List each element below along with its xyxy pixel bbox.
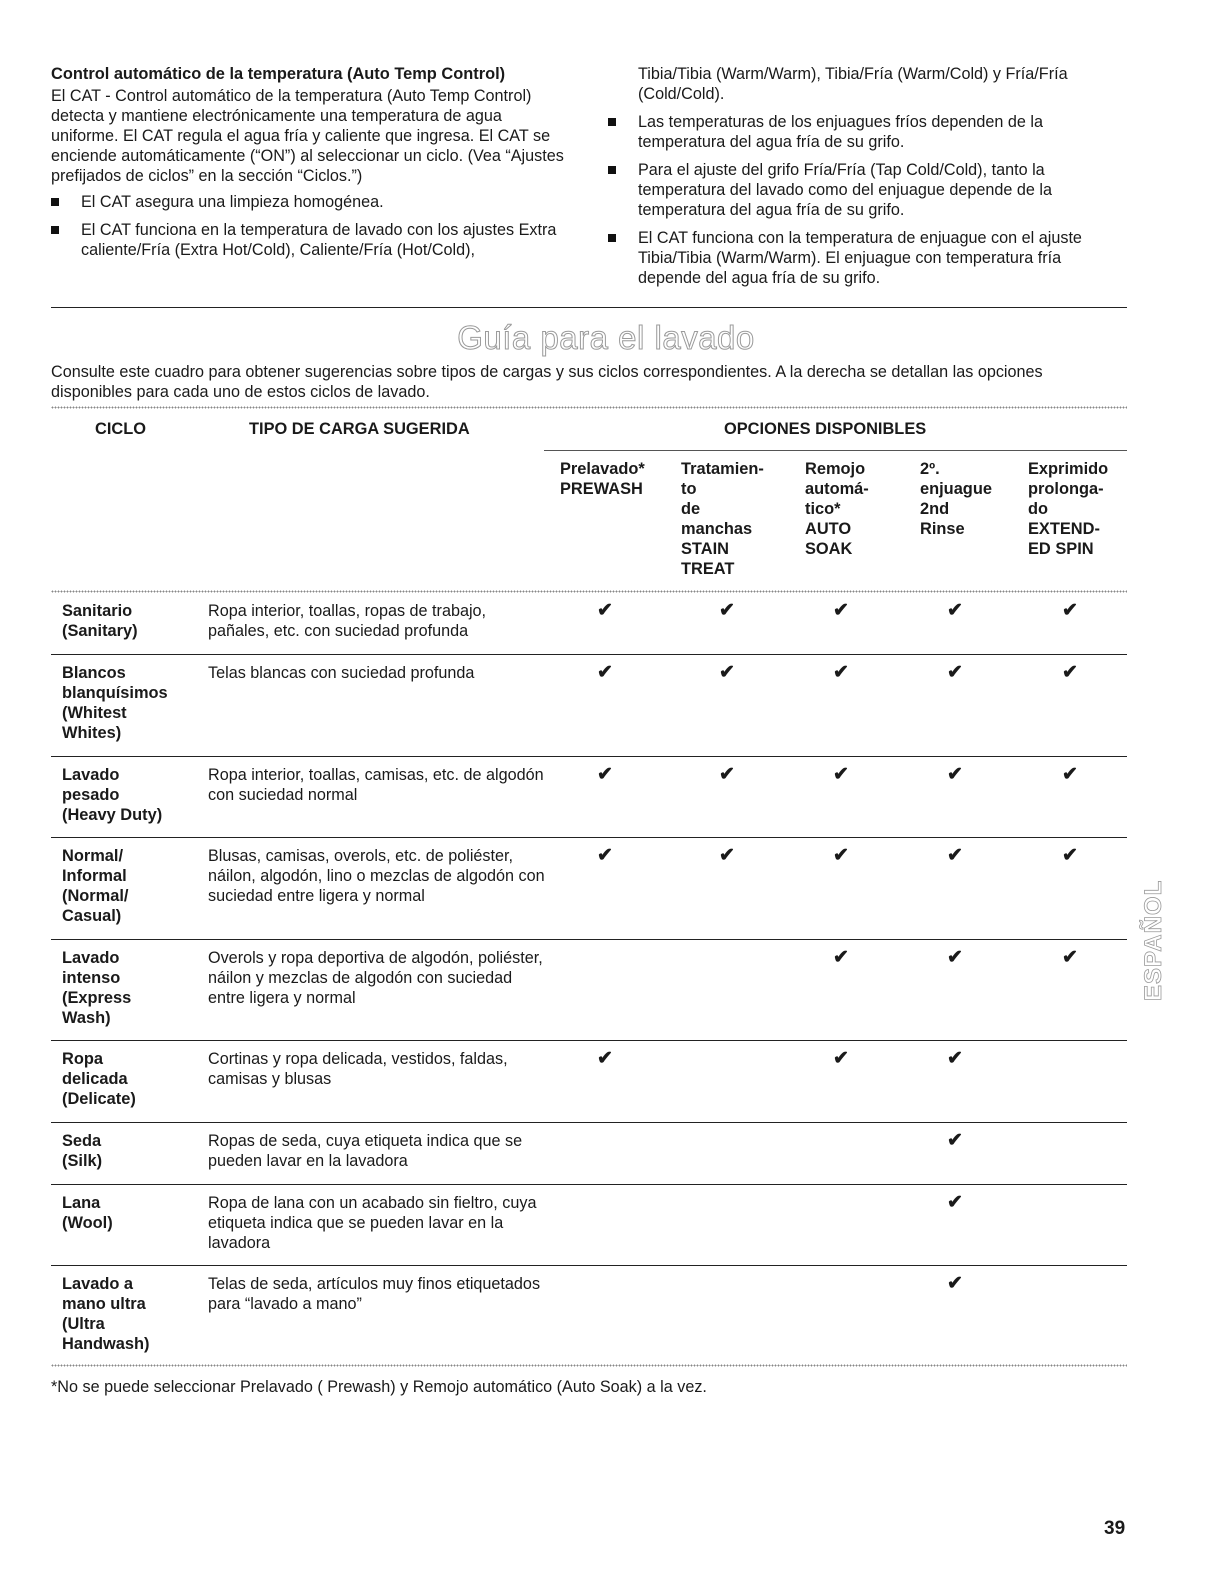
cycle-name-line: blanquísimos: [62, 684, 168, 702]
check-mark-icon: ✔: [947, 1273, 963, 1294]
dotted-rule: [51, 1364, 1127, 1367]
cycle-name: [62, 1193, 202, 1233]
cycle-name-line: pesado: [62, 786, 120, 804]
option-header: [920, 459, 992, 539]
load-type: Ropa de lana con un acabado sin fieltro, cuya etiqueta indica que se pueden lavar en la lavadora: [208, 1194, 537, 1252]
cycle-name-line: (Whitest: [62, 704, 127, 722]
option-header-line: automá-: [805, 480, 869, 498]
cycle-name: [62, 846, 202, 926]
auto-temp-bullets-right: [608, 112, 1128, 288]
cycle-name-line: Seda: [62, 1132, 102, 1150]
cycle-name-line: Lavado a: [62, 1275, 134, 1293]
row-separator: [51, 1122, 1127, 1123]
check-mark-icon: ✔: [719, 845, 735, 866]
cycle-name-line: Lavado: [62, 949, 120, 967]
cycle-name: [62, 1049, 202, 1109]
cycle-name-line: Sanitario: [62, 602, 133, 620]
option-header-line: EXTEND-: [1028, 520, 1100, 538]
option-header-line: ED SPIN: [1028, 540, 1094, 558]
check-mark-icon: ✔: [597, 1048, 613, 1069]
cycle-name-line: Lavado: [62, 766, 120, 784]
check-mark-icon: ✔: [833, 600, 849, 621]
check-mark-icon: ✔: [597, 600, 613, 621]
cycle-name-line: (Heavy Duty): [62, 806, 163, 824]
dotted-rule: [51, 590, 1127, 593]
check-mark-icon: ✔: [833, 662, 849, 683]
auto-temp-bullets: [51, 192, 571, 260]
load-type: Ropas de seda, cuya etiqueta indica que se pueden lavar en la lavadora: [208, 1132, 523, 1170]
cycle-name-line: Ropa: [62, 1050, 103, 1068]
cycle-name: [62, 1274, 202, 1354]
bullet-item: El CAT asegura una limpieza homogénea.: [51, 192, 571, 212]
cycle-name-line: Normal/: [62, 847, 124, 865]
option-header-line: de: [681, 500, 701, 518]
check-mark-icon: ✔: [719, 662, 735, 683]
row-separator: [51, 837, 1127, 838]
option-header-line: PREWASH: [560, 480, 643, 498]
check-mark-icon: ✔: [947, 1048, 963, 1069]
cycle-name-line: Casual): [62, 907, 122, 925]
option-header: [681, 459, 764, 579]
check-mark-icon: ✔: [833, 1048, 849, 1069]
check-mark-icon: ✔: [833, 845, 849, 866]
option-header-line: Exprimido: [1028, 460, 1109, 478]
bullet-item: El CAT funciona en la temperatura de lavado con los ajustes Extra caliente/Fría (Extra Hot/Cold), Caliente/Fría (Hot/Cold),: [51, 220, 571, 260]
option-header-line: enjuague: [920, 480, 992, 498]
cycle-name-line: delicada: [62, 1070, 128, 1088]
options-rule: [544, 450, 1127, 451]
cycle-name-line: Lana: [62, 1194, 101, 1212]
cycle-name: [62, 765, 202, 825]
check-mark-icon: ✔: [1062, 764, 1078, 785]
option-header-line: to: [681, 480, 697, 498]
col-header-load: TIPO DE CARGA SUGERIDA: [249, 420, 470, 438]
col-header-cycle: CICLO: [95, 420, 146, 438]
load-type: Blusas, camisas, overols, etc. de poliéster, náilon, algodón, lino o mezclas de algodón con suciedad entre ligera y normal: [208, 847, 545, 905]
cycle-name: [62, 601, 202, 641]
option-header-line: STAIN: [681, 540, 729, 558]
auto-temp-left-column: [51, 64, 571, 268]
bullet-continuation: Tibia/Tibia (Warm/Warm), Tibia/Fría (Warm/Cold) y Fría/Fría (Cold/Cold).: [638, 65, 1068, 103]
option-header: [1028, 459, 1108, 559]
option-header: [560, 459, 645, 499]
option-header-line: manchas: [681, 520, 753, 538]
check-mark-icon: ✔: [947, 845, 963, 866]
auto-temp-paragraph: El CAT - Control automático de la temperatura (Auto Temp Control) detecta y mantiene electrónicamente una temperatura de agua uniforme. El CAT regula el agua fría y caliente que ingresa. El CAT se enciende automáticamente (“ON”) al seleccionar un ciclo. (Vea “Ajustes prefijados de ciclos” en la sección “Ciclos.”): [51, 87, 564, 185]
option-header-line: AUTO: [805, 520, 852, 538]
option-header-line: Prelavado*: [560, 460, 645, 478]
option-header-line: do: [1028, 500, 1049, 518]
bullet-item: Las temperaturas de los enjuagues fríos dependen de la temperatura del agua fría de su grifo.: [608, 112, 1128, 152]
check-mark-icon: ✔: [597, 662, 613, 683]
check-mark-icon: ✔: [947, 947, 963, 968]
cycle-name-line: (Ultra: [62, 1315, 105, 1333]
check-mark-icon: ✔: [1062, 845, 1078, 866]
cycle-name-line: (Sanitary): [62, 622, 138, 640]
cycle-name-line: Blancos: [62, 664, 126, 682]
cycle-name-line: intenso: [62, 969, 121, 987]
row-separator: [51, 1184, 1127, 1185]
check-mark-icon: ✔: [597, 845, 613, 866]
option-header-line: 2nd: [920, 500, 950, 518]
check-mark-icon: ✔: [947, 1130, 963, 1151]
section-divider: [51, 307, 1127, 308]
cycle-name: [62, 663, 202, 743]
load-type: Overols y ropa deportiva de algodón, poliéster, náilon y mezclas de algodón con suciedad entre ligera y normal: [208, 949, 543, 1007]
bullet-item: El CAT funciona con la temperatura de enjuague con el ajuste Tibia/Tibia (Warm/Warm). El enjuague con temperatura fría depende del agua fría de su grifo.: [608, 228, 1128, 288]
row-separator: [51, 756, 1127, 757]
row-separator: [51, 1040, 1127, 1041]
check-mark-icon: ✔: [947, 662, 963, 683]
cycle-name-line: Informal: [62, 867, 127, 885]
option-header-line: tico*: [805, 500, 841, 518]
cycle-name-line: (Silk): [62, 1152, 103, 1170]
check-mark-icon: ✔: [1062, 600, 1078, 621]
auto-temp-right-column: [608, 64, 1128, 296]
check-mark-icon: ✔: [947, 1192, 963, 1213]
bullet-item: Para el ajuste del grifo Fría/Fría (Tap Cold/Cold), tanto la temperatura del lavado como del enjuague depende de la temperatura del agua fría de su grifo.: [608, 160, 1128, 220]
cycle-name: [62, 1131, 202, 1171]
option-header-line: 2º.: [920, 460, 940, 478]
check-mark-icon: ✔: [719, 764, 735, 785]
load-type: Telas de seda, artículos muy finos etiquetados para “lavado a mano”: [208, 1275, 541, 1313]
load-type: Ropa interior, toallas, camisas, etc. de algodón con suciedad normal: [208, 766, 544, 804]
option-header: [805, 459, 869, 559]
cycle-name-line: (Normal/: [62, 887, 129, 905]
option-header-line: TREAT: [681, 560, 735, 578]
row-separator: [51, 1265, 1127, 1266]
load-type: Telas blancas con suciedad profunda: [208, 664, 475, 682]
option-header-line: SOAK: [805, 540, 853, 558]
check-mark-icon: ✔: [947, 764, 963, 785]
cycle-name-line: mano ultra: [62, 1295, 146, 1313]
language-side-tab: ESPAÑOL: [1140, 879, 1167, 1001]
option-header-line: prolonga-: [1028, 480, 1104, 498]
cycle-name-line: (Express: [62, 989, 132, 1007]
page-number: 39: [1104, 1518, 1126, 1539]
cycle-name: [62, 948, 202, 1028]
check-mark-icon: ✔: [833, 947, 849, 968]
guide-intro: Consulte este cuadro para obtener sugerencias sobre tipos de cargas y sus ciclos correspondientes. A la derecha se detallan las opciones disponibles para cada uno de estos ciclos de lavado.: [51, 363, 1043, 401]
row-separator: [51, 654, 1127, 655]
check-mark-icon: ✔: [1062, 662, 1078, 683]
check-mark-icon: ✔: [833, 764, 849, 785]
option-header-line: Remojo: [805, 460, 866, 478]
cycle-name-line: Whites): [62, 724, 122, 742]
dotted-rule: [51, 406, 1127, 409]
check-mark-icon: ✔: [1062, 947, 1078, 968]
cycle-name-line: Handwash): [62, 1335, 150, 1353]
load-type: Ropa interior, toallas, ropas de trabajo, pañales, etc. con suciedad profunda: [208, 602, 487, 640]
option-header-line: Tratamien-: [681, 460, 764, 478]
option-header-line: Rinse: [920, 520, 965, 538]
cycle-name-line: (Wool): [62, 1214, 113, 1232]
page-title: Guía para el lavado: [457, 319, 755, 356]
col-header-options: OPCIONES DISPONIBLES: [724, 420, 927, 438]
auto-temp-heading: Control automático de la temperatura (Auto Temp Control): [51, 65, 506, 83]
check-mark-icon: ✔: [947, 600, 963, 621]
check-mark-icon: ✔: [597, 764, 613, 785]
cycle-name-line: Wash): [62, 1009, 111, 1027]
load-type: Cortinas y ropa delicada, vestidos, faldas, camisas y blusas: [208, 1050, 508, 1088]
footnote: *No se puede seleccionar Prelavado ( Prewash) y Remojo automático (Auto Soak) a la vez.: [51, 1378, 707, 1396]
cycle-name-line: (Delicate): [62, 1090, 136, 1108]
check-mark-icon: ✔: [719, 600, 735, 621]
row-separator: [51, 939, 1127, 940]
